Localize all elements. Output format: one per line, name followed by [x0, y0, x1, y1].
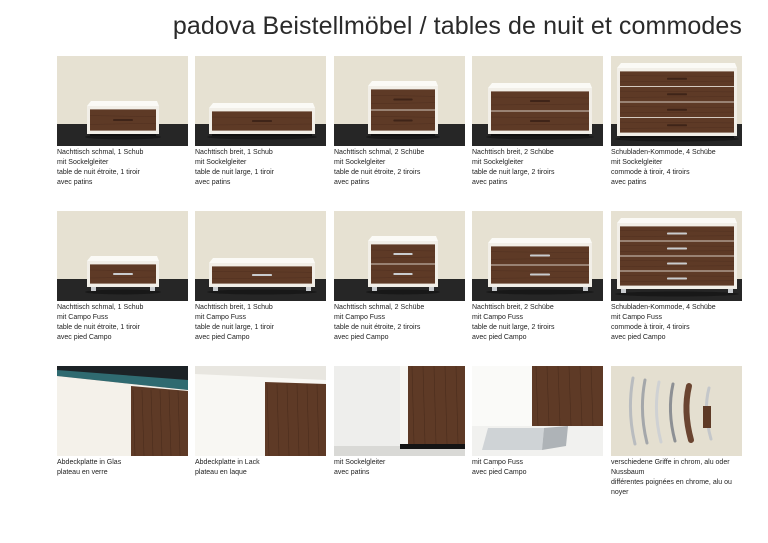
caption-line: plateau en verre: [57, 469, 108, 476]
caption-line: Nachttisch schmal, 1 Schub: [57, 304, 144, 311]
product-caption: [611, 148, 742, 188]
product-photo: [472, 366, 603, 456]
caption-line: mit Campo Fuss: [472, 459, 523, 466]
product-card: [195, 211, 326, 343]
product-caption: [611, 458, 742, 498]
caption-line: Abdeckplatte in Lack: [195, 459, 260, 466]
caption-line: verschiedene Griffe in chrom, alu oder: [611, 459, 730, 466]
product-photo: [334, 211, 465, 301]
caption-line: mit Sockelgleiter: [334, 459, 386, 466]
caption-line: table de nuit étroite, 1 tiroir: [57, 324, 140, 331]
caption-line: Nachttisch schmal, 2 Schübe: [334, 304, 425, 311]
caption-line: Nussbaum: [611, 469, 645, 476]
caption-line: avec patins: [611, 179, 647, 186]
caption-line: Nachttisch breit, 2 Schübe: [472, 149, 554, 156]
product-photo: [611, 211, 742, 301]
product-card: [611, 366, 742, 498]
caption-line: mit Sockelgleiter: [57, 159, 109, 166]
product-caption: [472, 303, 603, 343]
caption-line: mit Sockelgleiter: [472, 159, 524, 166]
caption-line: mit Campo Fuss: [611, 314, 662, 321]
caption-line: Nachttisch breit, 2 Schübe: [472, 304, 554, 311]
caption-line: mit Sockelgleiter: [611, 159, 663, 166]
product-caption: [195, 148, 326, 188]
product-caption: [195, 303, 326, 343]
product-card: [472, 211, 603, 343]
product-caption: [57, 303, 188, 343]
caption-line: mit Campo Fuss: [57, 314, 108, 321]
product-caption: [334, 458, 465, 478]
product-photo: [334, 366, 465, 456]
caption-line: table de nuit large, 2 tiroirs: [472, 169, 555, 176]
product-card: [195, 56, 326, 188]
caption-line: noyer: [611, 489, 629, 496]
product-photo: [57, 56, 188, 146]
product-caption: [472, 458, 603, 478]
product-caption: [611, 303, 742, 343]
product-photo: [195, 366, 326, 456]
product-photo: [195, 211, 326, 301]
product-card: [334, 56, 465, 188]
product-card: [611, 56, 742, 188]
caption-line: commode à tiroir, 4 tiroirs: [611, 169, 690, 176]
product-photo: [57, 211, 188, 301]
product-card: [334, 211, 465, 343]
product-photo: [195, 56, 326, 146]
caption-line: plateau en laque: [195, 469, 247, 476]
caption-line: avec pied Campo: [195, 334, 250, 341]
caption-line: avec patins: [334, 179, 370, 186]
caption-line: Abdeckplatte in Glas: [57, 459, 122, 466]
product-photo: [57, 366, 188, 456]
caption-line: avec pied Campo: [472, 469, 527, 476]
product-photo: [472, 211, 603, 301]
caption-line: mit Sockelgleiter: [195, 159, 247, 166]
caption-line: différentes poignées en chrome, alu ou: [611, 479, 732, 486]
product-card: [57, 211, 188, 343]
caption-line: avec patins: [57, 179, 93, 186]
caption-line: Nachttisch schmal, 2 Schübe: [334, 149, 425, 156]
product-photo: [611, 366, 742, 456]
product-caption: [334, 303, 465, 343]
product-caption: [472, 148, 603, 188]
caption-line: table de nuit large, 1 tiroir: [195, 169, 274, 176]
caption-line: mit Campo Fuss: [472, 314, 523, 321]
caption-line: Nachttisch breit, 1 Schub: [195, 304, 273, 311]
caption-line: Schubladen-Kommode, 4 Schübe: [611, 149, 716, 156]
caption-line: avec pied Campo: [472, 334, 527, 341]
product-caption: [57, 148, 188, 188]
caption-line: table de nuit large, 1 tiroir: [195, 324, 274, 331]
caption-line: table de nuit large, 2 tiroirs: [472, 324, 555, 331]
caption-line: avec patins: [334, 469, 370, 476]
caption-line: Nachttisch schmal, 1 Schub: [57, 149, 144, 156]
caption-line: avec pied Campo: [57, 334, 112, 341]
caption-line: table de nuit étroite, 2 tiroirs: [334, 324, 421, 331]
product-card: [57, 56, 188, 188]
product-card: [472, 56, 603, 188]
caption-line: avec pied Campo: [334, 334, 389, 341]
caption-line: avec patins: [195, 179, 231, 186]
caption-line: mit Campo Fuss: [334, 314, 385, 321]
caption-line: table de nuit étroite, 2 tiroirs: [334, 169, 421, 176]
product-caption: [334, 148, 465, 188]
caption-line: table de nuit étroite, 1 tiroir: [57, 169, 140, 176]
product-card: [334, 366, 465, 478]
product-photo: [334, 56, 465, 146]
product-photo: [611, 56, 742, 146]
product-caption: [195, 458, 326, 478]
caption-line: avec patins: [472, 179, 508, 186]
product-card: [195, 366, 326, 478]
caption-line: avec pied Campo: [611, 334, 666, 341]
product-card: [472, 366, 603, 478]
caption-line: mit Campo Fuss: [195, 314, 246, 321]
caption-line: Nachttisch breit, 1 Schub: [195, 149, 273, 156]
caption-line: mit Sockelgleiter: [334, 159, 386, 166]
product-card: [57, 366, 188, 478]
caption-line: commode à tiroir, 4 tiroirs: [611, 324, 690, 331]
product-card: [611, 211, 742, 343]
product-photo: [472, 56, 603, 146]
product-caption: [57, 458, 188, 478]
page-title: padova Beistellmöbel / tables de nuit et commodes: [172, 12, 742, 40]
caption-line: Schubladen-Kommode, 4 Schübe: [611, 304, 716, 311]
